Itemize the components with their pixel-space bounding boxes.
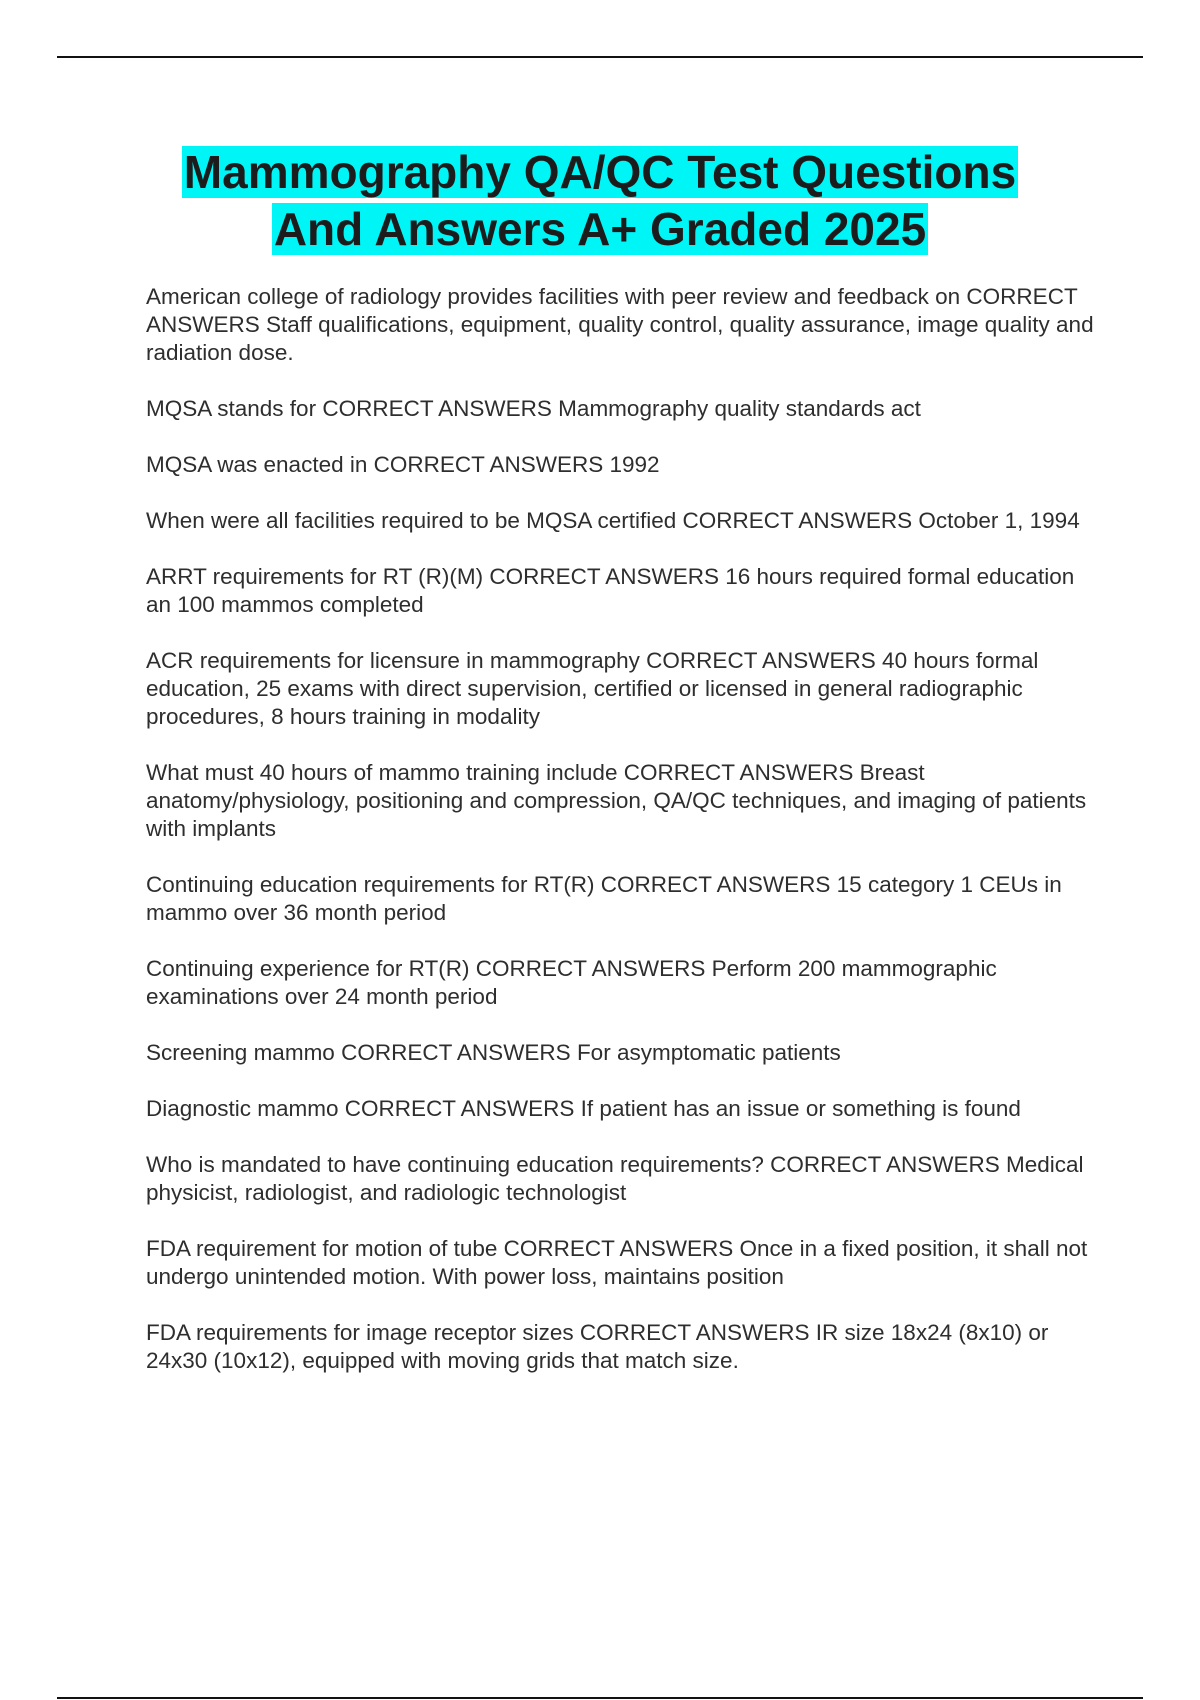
qa-item: When were all facilities required to be MQSA certified CORRECT ANSWERS October 1, 1994 — [146, 508, 1080, 533]
qa-item: Screening mammo CORRECT ANSWERS For asymptomatic patients — [146, 1040, 841, 1065]
qa-item: ACR requirements for licensure in mammography CORRECT ANSWERS 40 hours formal education, 25 exams with direct supervision, certified or licensed in general radiographic procedures, 8 hours training in modality — [146, 648, 1039, 729]
document-title — [100, 144, 1100, 258]
qa-item: FDA requirements for image receptor sizes CORRECT ANSWERS IR size 18x24 (8x10) or 24x30 (10x12), equipped with moving grids that match size. — [146, 1320, 1049, 1373]
qa-item: Diagnostic mammo CORRECT ANSWERS If patient has an issue or something is found — [146, 1096, 1021, 1121]
qa-item: FDA requirement for motion of tube CORRECT ANSWERS Once in a fixed position, it shall not undergo unintended motion. With power loss, maintains position — [146, 1236, 1088, 1289]
qa-item: MQSA was enacted in CORRECT ANSWERS 1992 — [146, 452, 660, 477]
title-line-1: Mammography QA/QC Test Questions — [183, 146, 1017, 198]
top-divider — [57, 56, 1143, 58]
qa-item: MQSA stands for CORRECT ANSWERS Mammography quality standards act — [146, 396, 921, 421]
qa-item: Who is mandated to have continuing education requirements? CORRECT ANSWERS Medical physicist, radiologist, and radiologic technologist — [146, 1152, 1084, 1205]
qa-item: Continuing education requirements for RT(R) CORRECT ANSWERS 15 category 1 CEUs in mammo over 36 month period — [146, 872, 1062, 925]
qa-item: Continuing experience for RT(R) CORRECT ANSWERS Perform 200 mammographic examinations over 24 month period — [146, 956, 997, 1009]
bottom-divider — [57, 1697, 1143, 1699]
qa-item: What must 40 hours of mammo training include CORRECT ANSWERS Breast anatomy/physiology, positioning and compression, QA/QC techniques, and imaging of patients with implants — [146, 760, 1087, 841]
qa-item: American college of radiology provides facilities with peer review and feedback on CORRECT ANSWERS Staff qualifications, equipment, quality control, quality assurance, image quality and radiation dose. — [146, 284, 1094, 365]
qa-list — [146, 283, 1096, 1403]
qa-item: ARRT requirements for RT (R)(M) CORRECT ANSWERS 16 hours required formal education an 100 mammos completed — [146, 564, 1075, 617]
title-line-2: And Answers A+ Graded 2025 — [273, 203, 927, 255]
